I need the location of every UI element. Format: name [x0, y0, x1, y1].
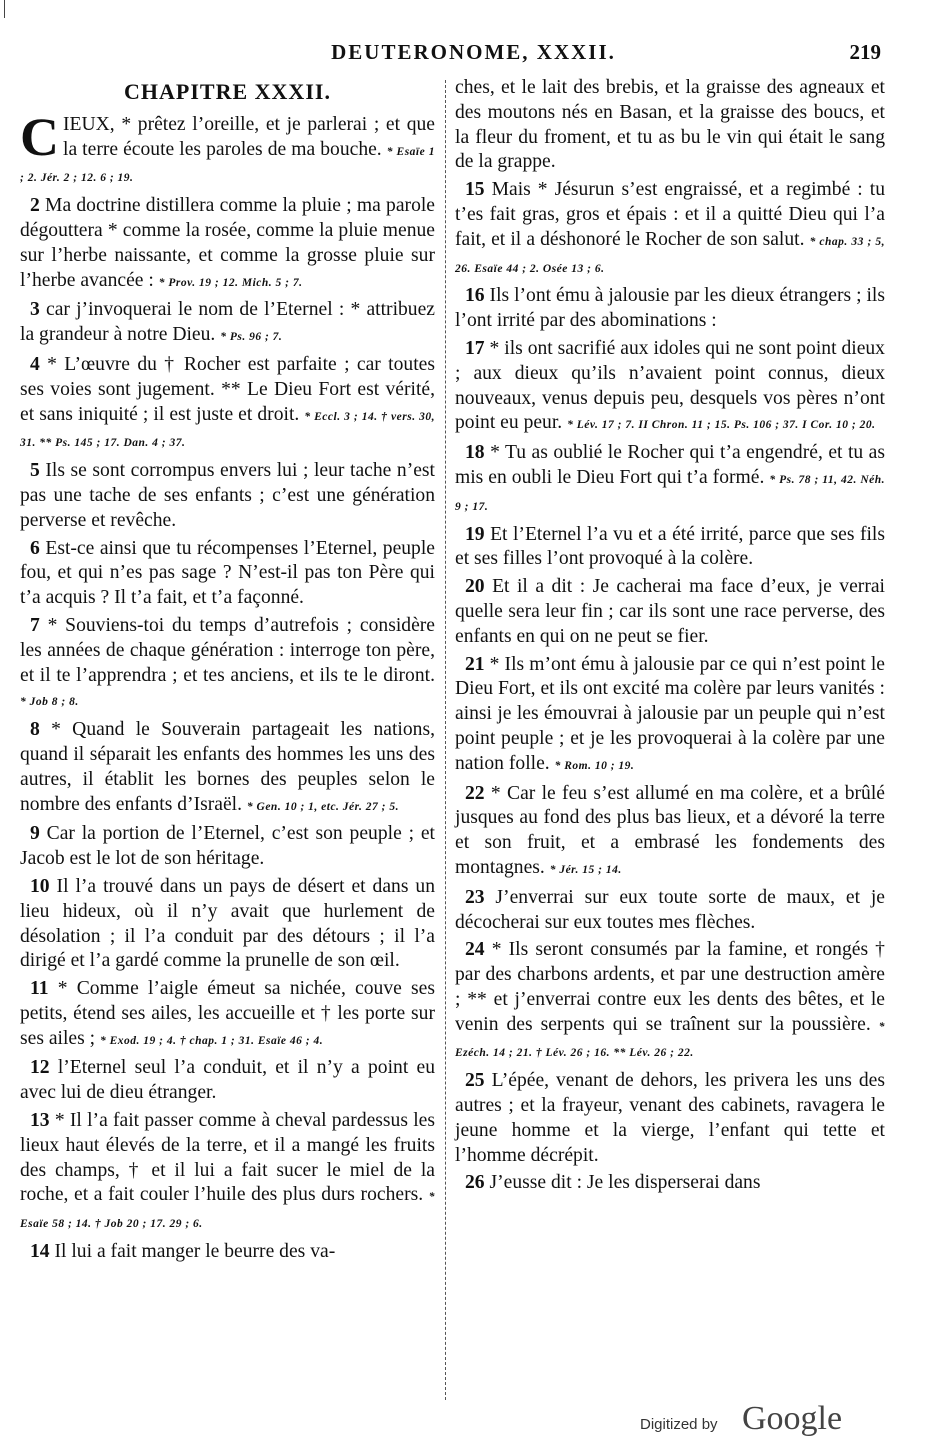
google-logo: Google: [742, 1400, 843, 1437]
cross-reference: * Jér. 15 ; 14.: [549, 863, 622, 876]
verse-number: 13: [30, 1110, 50, 1132]
verse-text: Car la portion de l’Eternel, c’est son peuple ; et Jacob est le lot de son héritage.: [20, 823, 435, 870]
verse-text: Et l’Eternel l’a vu et a été irrité, parce que ses fils et ses filles l’ont provoqué à la colère.: [455, 523, 885, 570]
google-watermark: [640, 1400, 900, 1444]
verse-number: 15: [465, 179, 485, 201]
running-title: DEUTERONOME, XXXII.: [331, 40, 616, 64]
cross-reference: * Prov. 19 ; 12. Mich. 5 ; 7.: [158, 276, 303, 289]
verse: [20, 875, 435, 974]
verse-text: J’enverrai sur eux toute sorte de maux, et je décocherai sur eux toutes mes flèches.: [455, 886, 885, 933]
verse: [455, 441, 885, 519]
verse: [455, 886, 885, 936]
verse-number: 17: [465, 337, 485, 359]
verse-text: * Tu as oublié le Rocher qui t’a engendré, et tu as mis en oubli le Dieu Fort qui t’a formé.: [455, 442, 885, 488]
verse-number: 24: [465, 939, 485, 961]
verse-number: 25: [465, 1070, 485, 1092]
verse-text: Il lui a fait manger le beurre des va-: [54, 1241, 336, 1263]
verse-text: * Ils seront consumés par la famine, et rongés † par des charbons ardents, et par une destruction amère ; ** et j’enverrai contre eux les dents des bêtes, et le venin des serpents qui se traînent sur la poussière.: [455, 939, 885, 1035]
verse-number: 23: [465, 886, 485, 908]
verse-text: Ils se sont corrompus envers lui ; leur tache n’est pas une tache de ses enfants ; c’est une génération perverse et revêche.: [20, 460, 436, 531]
verse-number: 22: [465, 782, 485, 804]
verse-text: Il l’a trouvé dans un pays de désert et dans un lieu hideux, où il n’y avait que hurlement de désolation ; il l’a conduit par des détours ; il l’a dirigé et l’a gardé comme la prunelle de son œil.: [20, 875, 435, 972]
watermark-prefix: Digitized by: [640, 1416, 718, 1433]
scan-edge-mark: [4, 0, 5, 18]
verse: [20, 537, 435, 611]
verse-number: 12: [30, 1057, 50, 1079]
verse: [20, 614, 435, 715]
verse: [20, 459, 435, 533]
cross-reference: * chap. 33 ; 5, 26. Esaïe 44 ; 2. Osée 13 ; 6.: [455, 235, 885, 275]
verse-text: L’épée, venant de dehors, les privera les uns des autres ; et la frayeur, venant des cabinets, ravagera le jeune homme et la vierge, l’enfant qui tette et l’homme décrépit.: [455, 1070, 885, 1166]
verse-number: 8: [30, 719, 40, 741]
verse-number: 4: [30, 353, 40, 375]
verse: [20, 353, 435, 456]
verse-number: 14: [30, 1241, 50, 1263]
cross-reference: * Ezéch. 14 ; 21. † Lév. 26 ; 16. ** Lév. 26 ; 22.: [455, 1020, 885, 1060]
verse: [20, 822, 435, 872]
verse-number: 20: [465, 576, 485, 598]
page-header: [0, 40, 947, 70]
verse-number: 11: [30, 978, 49, 1000]
verse-text: Est-ce ainsi que tu récompenses l’Eternel, peuple fou, et qui n’es pas sage ? N’est-il pas ton Père qui t’a acquis ? Il t’a fait, et t’a façonné.: [20, 537, 435, 609]
column-divider: [445, 80, 446, 1400]
verse: [455, 782, 885, 883]
verse-text: * Souviens-toi du temps d’autrefois ; considère les années de chaque génération : interroge ton père, et il te l’apprendra ; et tes anciens, et ils te le diront.: [20, 614, 435, 686]
verse-number: 26: [465, 1172, 485, 1194]
verse-text: Ils l’ont ému à jalousie par les dieux étrangers ; ils l’ont irrité par des abominations :: [455, 285, 885, 332]
drop-cap: C: [20, 106, 59, 167]
left-column: [20, 76, 435, 1268]
cross-reference: * Ps. 96 ; 7.: [220, 331, 283, 344]
verse: [455, 76, 885, 175]
verse-text: Mais * Jésurun s’est engraissé, et a regimbé : tu t’es fait gras, gros et épais : et il a quitté Dieu qui l’a fait, et il a déshonoré le Rocher de son salut.: [455, 179, 885, 250]
verse: [455, 178, 885, 281]
verse: [455, 523, 885, 573]
verse-text: l’Eternel seul l’a conduit, et il n’y a point eu avec lui de dieu étranger.: [20, 1057, 435, 1104]
verse: [455, 575, 885, 649]
verse-text: Et il a dit : Je cacherai ma face d’eux, je verrai quelle sera leur fin ; car ils sont une race perverse, des enfants en qui on ne peut se fier.: [455, 576, 885, 647]
verse-number: 18: [465, 442, 485, 464]
verse: [20, 977, 435, 1053]
verse: [20, 1240, 435, 1265]
verse: [455, 653, 885, 779]
cross-reference: * Eccl. 3 ; 14. † vers. 30, 31. ** Ps. 145 ; 17. Dan. 4 ; 37.: [20, 410, 435, 450]
verse-text: * Il l’a fait passer comme à cheval pardessus les lieux haut élevés de la terre, et il a mangé les fruits des champs, † et il lui a fait sucer le miel de la roche, et a fait couler l’huile des plus durs rochers.: [20, 1110, 435, 1206]
cross-reference: * Esaïe 1 ; 2. Jér. 2 ; 12. 6 ; 19.: [20, 145, 435, 185]
verse: [455, 938, 885, 1066]
cross-reference: * Rom. 10 ; 19.: [554, 759, 635, 772]
cross-reference: * Lév. 17 ; 7. II Chron. 11 ; 15. Ps. 106 ; 37. I Cor. 10 ; 20.: [567, 419, 876, 432]
verse-number: 6: [30, 537, 40, 559]
page-number: 219: [849, 40, 881, 64]
verse: [455, 337, 885, 438]
verse-number: 19: [465, 523, 485, 545]
verse-text: * ils ont sacrifié aux idoles qui ne sont point dieux ; aux dieux qu’ils n’avaient point connus, dieux nouveaux, venus depuis peu, desquels vos pères n’ont point eu peur.: [455, 337, 885, 434]
verse-text: Ma doctrine distillera comme la pluie ; ma parole dégouttera * comme la rosée, comme la pluie menue sur l’herbe naissante, et comme la grosse pluie sur l’herbe avancée :: [20, 195, 436, 291]
chapter-title: CHAPITRE XXXII.: [124, 79, 331, 104]
verse-number: 9: [30, 823, 40, 845]
verse-text: * Comme l’aigle émeut sa nichée, couve ses petits, étend ses ailes, les accueille et † les porte sur ses ailes ;: [20, 978, 435, 1049]
verse: [20, 298, 435, 350]
verse-text: J’eusse dit : Je les disperserai dans: [489, 1172, 761, 1194]
verse-number: 5: [30, 460, 40, 482]
cross-reference: * Esaïe 58 ; 14. † Job 20 ; 17. 29 ; 6.: [20, 1191, 435, 1231]
verse-text: ches, et le lait des brebis, et la graisse des agneaux et des moutons nés en Basan, et la graisse des boucs, et la fleur du froment, et tu as bu le vin qui était le sang de la grappe.: [455, 77, 885, 173]
verse-text: * Quand le Souverain partageait les nations, quand il séparait les enfants des hommes les uns des autres, il établit les bornes des peuples selon le nombre des enfants d’Israël.: [20, 719, 435, 815]
verse: [455, 284, 885, 334]
verse-number: 21: [465, 653, 485, 675]
cross-reference: * Gen. 10 ; 1, etc. Jér. 27 ; 5.: [246, 800, 399, 813]
verse-number: 10: [30, 875, 50, 897]
cross-reference: * Exod. 19 ; 4. † chap. 1 ; 31. Esaïe 46 ; 4.: [100, 1034, 324, 1047]
verse: [20, 718, 435, 819]
verse-text: * Car le feu s’est allumé en ma colère, et a brûlé jusques au fond des plus bas lieux, et a dévoré la terre et son fruit, et a embrasé les fondements des montagnes.: [455, 782, 885, 878]
verse: [455, 1069, 885, 1168]
verse: [20, 106, 435, 191]
verse-number: 16: [465, 285, 485, 307]
verse-text: IEUX, * prêtez l’oreille, et je parlerai ; et que la terre écoute les paroles de ma bouche.: [63, 113, 435, 160]
cross-reference: * Job 8 ; 8.: [20, 696, 79, 709]
verse: [20, 1056, 435, 1106]
verse-text: car j’invoquerai le nom de l’Eternel : * attribuez la grandeur à notre Dieu.: [20, 299, 436, 346]
verse: [455, 1171, 885, 1196]
verse-text: * L’œuvre du † Rocher est parfaite ; car toutes ses voies sont jugement. ** Le Dieu Fort est vérité, et sans iniquité ; il est juste et droit.: [20, 353, 435, 425]
verse-number: 7: [30, 614, 40, 636]
verse-text: * Ils m’ont ému à jalousie par ce qui n’est point le Dieu Fort, et ils ont excité ma colère par leurs vanités : ainsi je les émouvrai à jalousie par un peuple qui n’est point peuple ; et je les provoquerai à la colère par une nation folle.: [455, 653, 885, 774]
verse-number: 3: [30, 299, 40, 321]
right-column: [455, 76, 885, 1199]
verse-number: 2: [30, 195, 40, 217]
verse: [20, 194, 435, 295]
cross-reference: * Ps. 78 ; 11, 42. Néh. 9 ; 17.: [455, 473, 886, 513]
verse: [20, 1109, 435, 1237]
